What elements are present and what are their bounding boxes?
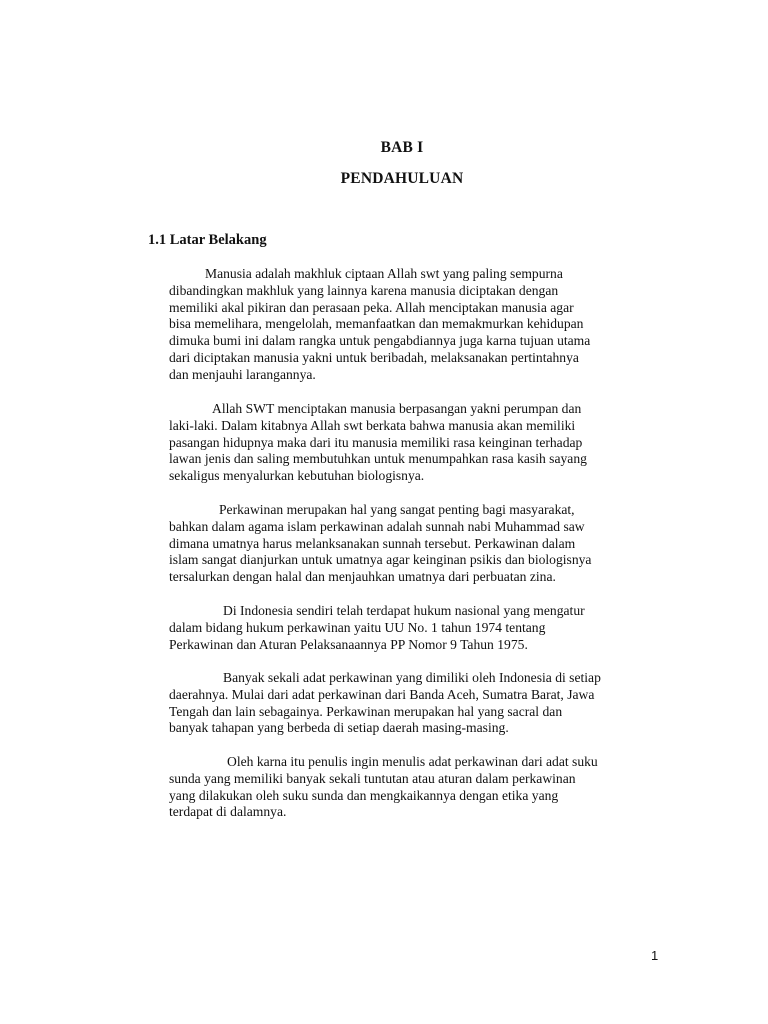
paragraph-line: dibandingkan makhluk yang lainnya karena manusia diciptakan dengan — [169, 282, 559, 298]
section-heading: 1.1 Latar Belakang — [148, 232, 267, 248]
paragraph-2 — [169, 401, 689, 485]
paragraph-line: terdapat di dalamnya. — [169, 804, 287, 820]
paragraph-line: dimuka bumi ini dalam rangka untuk pengabdiannya juga karna tujuan utama — [169, 333, 591, 349]
chapter-title: PENDAHULUAN — [340, 170, 464, 187]
paragraph-line: pasangan hidupnya maka dari itu manusia memiliki rasa keinginan terhadap — [169, 434, 583, 450]
paragraph-line: tersalurkan dengan halal dan menjauhkan umatnya dari perbuatan zina. — [169, 569, 556, 585]
paragraph-line: Oleh karna itu penulis ingin menulis adat perkawinan dari adat suku — [227, 754, 598, 769]
paragraph-line: dalam bidang hukum perkawinan yaitu UU No. 1 tahun 1974 tentang — [169, 619, 546, 635]
paragraph-line: banyak tahapan yang berbeda di setiap daerah masing-masing. — [169, 720, 509, 736]
paragraph-line: dan menjauhi larangannya. — [169, 366, 316, 382]
paragraph-line: Allah SWT menciptakan manusia berpasangan yakni perumpan dan — [212, 401, 582, 416]
paragraph-3 — [169, 502, 689, 586]
paragraph-line: Di Indonesia sendiri telah terdapat hukum nasional yang mengatur — [223, 603, 585, 618]
paragraph-line: laki-laki. Dalam kitabnya Allah swt berkata bahwa manusia akan memiliki — [169, 417, 576, 433]
paragraph-line: sunda yang memiliki banyak sekali tuntutan atau aturan dalam perkawinan — [169, 770, 576, 786]
chapter-number: BAB I — [380, 139, 424, 156]
paragraph-line: dimana umatnya harus melanksanakan sunnah tersebut. Perkawinan dalam — [169, 535, 576, 551]
paragraph-6 — [169, 754, 689, 821]
paragraph-1 — [169, 266, 689, 384]
paragraph-5 — [169, 670, 689, 737]
paragraph-line: Perkawinan merupakan hal yang sangat penting bagi masyarakat, — [219, 502, 575, 517]
paragraph-line: daerahnya. Mulai dari adat perkawinan dari Banda Aceh, Sumatra Barat, Jawa — [169, 686, 595, 702]
paragraph-line: Banyak sekali adat perkawinan yang dimiliki oleh Indonesia di setiap — [223, 670, 601, 685]
paragraph-line: bisa memelihara, mengelolah, memanfaatkan dan memakmurkan kehidupan — [169, 316, 584, 332]
paragraph-4 — [169, 603, 689, 653]
paragraph-line: Tengah dan lain sebagainya. Perkawinan merupakan hal yang sacral dan — [169, 703, 563, 719]
paragraph-line: memiliki akal pikiran dan perasaan peka. Allah menciptakan manusia agar — [169, 299, 574, 315]
paragraph-line: Manusia adalah makhluk ciptaan Allah swt yang paling sempurna — [205, 266, 563, 281]
paragraph-line: sekaligus menyalurkan kebutuhan biologisnya. — [169, 468, 425, 484]
paragraph-line: Perkawinan dan Aturan Pelaksanaannya PP Nomor 9 Tahun 1975. — [169, 636, 528, 652]
paragraph-line: bahkan dalam agama islam perkawinan adalah sunnah nabi Muhammad saw — [169, 518, 585, 534]
paragraph-line: lawan jenis dan saling membutuhkan untuk menumpahkan rasa kasih sayang — [169, 451, 587, 467]
paragraph-line: islam sangat dianjurkan untuk umatnya agar keinginan psikis dan biologisnya — [169, 552, 592, 568]
paragraph-line: dari diciptakan manusia yakni untuk beribadah, melaksanakan pertintahnya — [169, 349, 579, 365]
paragraph-line: yang dilakukan oleh suku sunda dan mengkaikannya dengan etika yang — [169, 787, 559, 803]
page-number: 1 — [651, 948, 659, 963]
